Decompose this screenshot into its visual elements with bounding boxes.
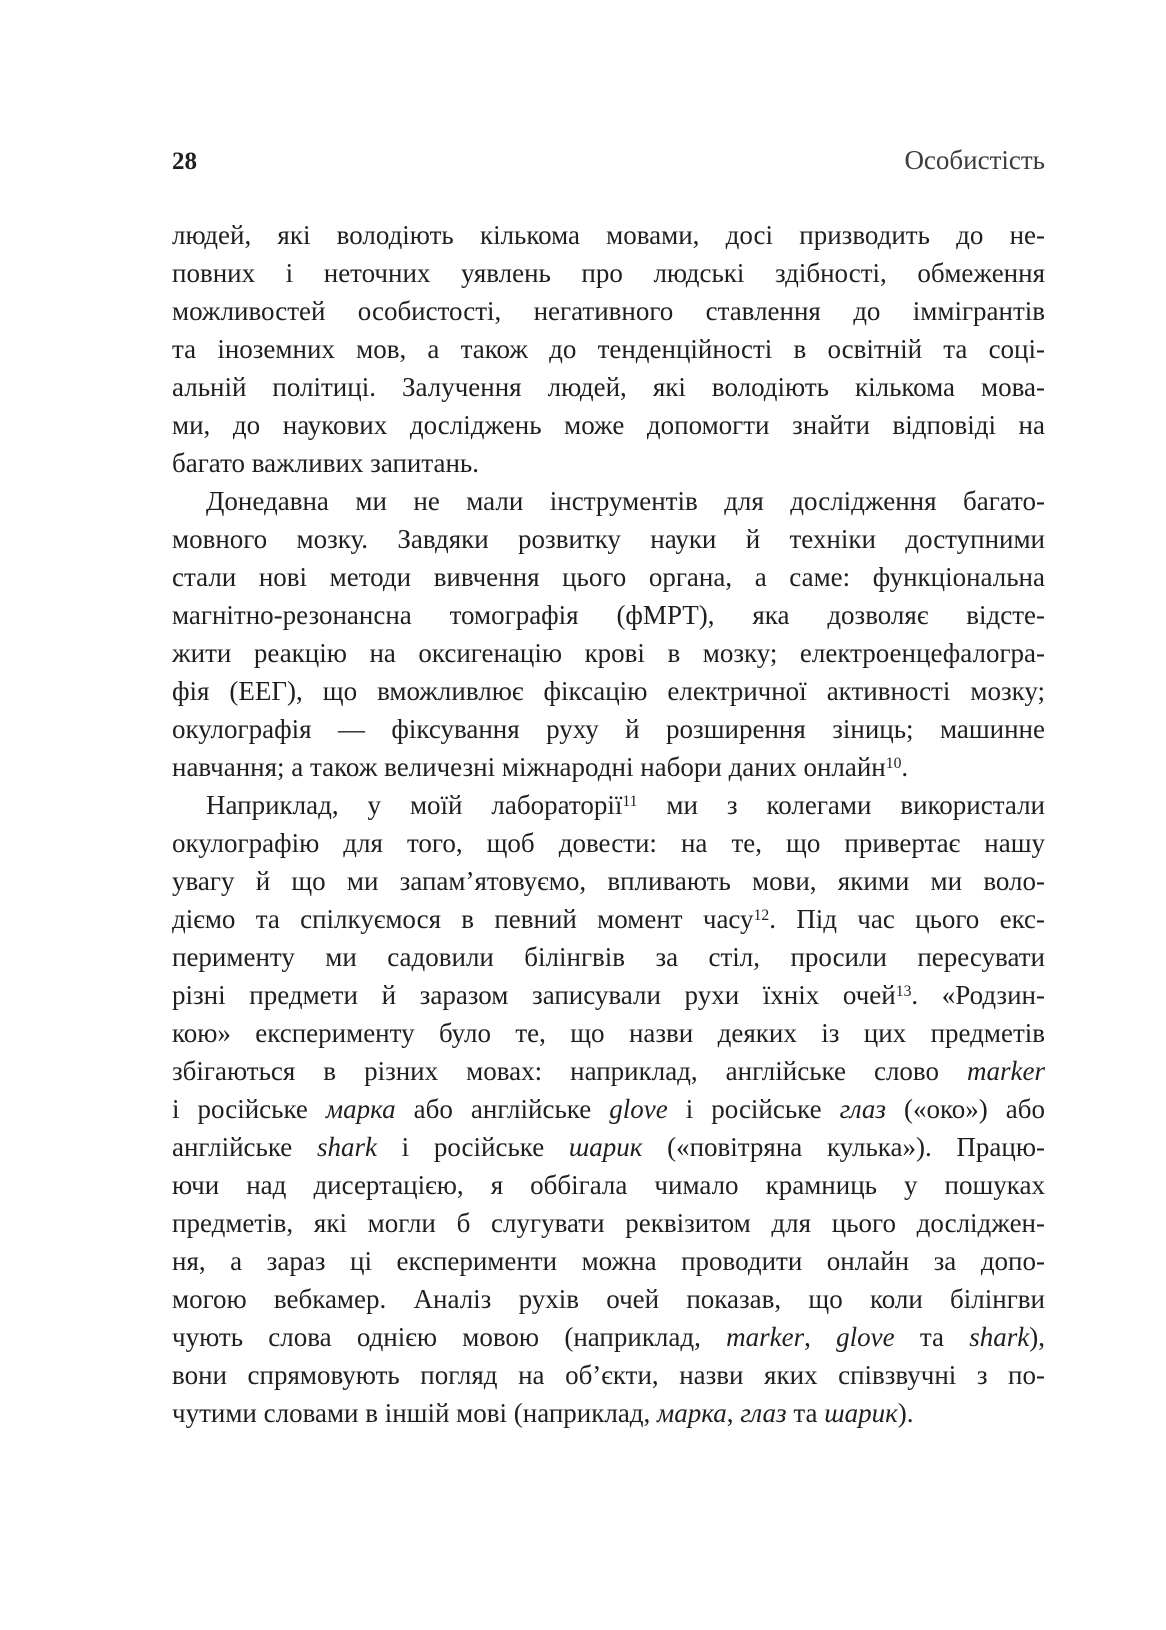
text-segment: окулографію для того, щоб довести: на те, що привертає нашу xyxy=(172,828,1045,858)
text-segment: та іноземних мов, а також до тенденційності в освітній та соці- xyxy=(172,334,1045,364)
text-segment: предметів, які могли б слугувати реквізитом для цього досліджен- xyxy=(172,1208,1045,1238)
text-line xyxy=(172,1014,1045,1052)
text-segment: і російське xyxy=(172,1094,326,1124)
text-line xyxy=(172,482,1045,520)
text-segment: діємо та спілкуємося в певний момент часу xyxy=(172,904,754,934)
text-line xyxy=(172,1242,1045,1280)
text-line xyxy=(172,368,1045,406)
text-segment: ня, а зараз ці експерименти можна проводити онлайн за допо- xyxy=(172,1246,1045,1276)
text-line xyxy=(172,824,1045,862)
text-segment: і російське xyxy=(376,1132,569,1162)
page-number: 28 xyxy=(172,148,197,175)
text-segment: кою» експерименту було те, що назви деяких із цих предметів xyxy=(172,1018,1045,1048)
text-segment: альній політиці. Залучення людей, які володіють кількома мова- xyxy=(172,372,1045,402)
emphasized-word: glove xyxy=(609,1094,668,1124)
text-line xyxy=(172,938,1045,976)
text-segment: та xyxy=(786,1398,825,1428)
emphasized-word: shark xyxy=(316,1132,377,1162)
emphasized-word: shark xyxy=(969,1322,1030,1352)
emphasized-word: glove xyxy=(836,1322,895,1352)
text-line xyxy=(172,672,1045,710)
text-segment: . xyxy=(901,752,909,782)
text-line xyxy=(172,520,1045,558)
text-segment: увагу й що ми запам’ятовуємо, впливають мови, якими ми воло- xyxy=(172,866,1045,896)
text-line xyxy=(172,406,1045,444)
text-line xyxy=(172,1128,1045,1166)
text-line xyxy=(172,558,1045,596)
text-segment: чують слова однією мовою (наприклад, xyxy=(172,1322,727,1352)
text-segment: чутими словами в іншій мові (наприклад, xyxy=(172,1398,658,1428)
text-segment: навчання; а також величезні міжнародні набори даних онлайн xyxy=(172,752,886,782)
text-segment: Наприклад, у моїй лабораторії xyxy=(206,790,623,820)
emphasized-word: глаз xyxy=(839,1094,886,1124)
text-line xyxy=(172,710,1045,748)
emphasized-word: marker xyxy=(967,1056,1045,1086)
text-segment: ючи над дисертацією, я оббігала чимало крамниць у пошуках xyxy=(172,1170,1045,1200)
text-line xyxy=(172,976,1045,1014)
text-segment: стали нові методи вивчення цього органа, а саме: функціональна xyxy=(172,562,1045,592)
text-segment: повних і неточних уявлень про людські здібності, обмеження xyxy=(172,258,1045,288)
emphasized-word: марка xyxy=(325,1094,396,1124)
text-line xyxy=(172,1356,1045,1394)
text-segment: окулографія — фіксування руху й розширення зіниць; машинне xyxy=(172,714,1045,744)
text-line xyxy=(172,1166,1045,1204)
text-line xyxy=(172,862,1045,900)
text-line xyxy=(172,1394,1045,1432)
text-line xyxy=(172,596,1045,634)
text-segment: . «Родзин- xyxy=(911,980,1045,1010)
text-segment: вони спрямовують погляд на об’єкти, назви яких співзвучні з по- xyxy=(172,1360,1045,1390)
text-line xyxy=(172,1280,1045,1318)
text-line xyxy=(172,1204,1045,1242)
footnote-reference: 13 xyxy=(895,983,912,1001)
text-segment: ), xyxy=(1029,1322,1045,1352)
text-line xyxy=(172,900,1045,938)
text-segment: . Під час цього екс- xyxy=(769,904,1045,934)
text-segment: магнітно-резонансна томографія (фМРТ), яка дозволяє відсте- xyxy=(172,600,1045,630)
text-line xyxy=(172,1052,1045,1090)
text-line xyxy=(172,292,1045,330)
text-segment: («повітряна кулька»). Працю- xyxy=(642,1132,1045,1162)
footnote-reference: 11 xyxy=(622,793,638,811)
text-line xyxy=(172,216,1045,254)
text-segment: могою вебкамер. Аналіз рухів очей показав, що коли білінгви xyxy=(172,1284,1045,1314)
text-segment: , xyxy=(726,1398,741,1428)
text-line xyxy=(172,1090,1045,1128)
emphasized-word: марка xyxy=(657,1398,727,1428)
text-line xyxy=(172,254,1045,292)
text-segment: багато важливих запитань. xyxy=(172,448,479,478)
text-segment: («око») або xyxy=(885,1094,1045,1124)
text-segment: та xyxy=(894,1322,970,1352)
emphasized-word: шарик xyxy=(824,1398,898,1428)
running-header xyxy=(172,147,1045,174)
text-segment: ми, до наукових досліджень може допомогти знайти відповіді на xyxy=(172,410,1045,440)
running-title: Особистість xyxy=(904,145,1045,175)
emphasized-word: marker xyxy=(726,1322,805,1352)
text-segment: мовного мозку. Завдяки розвитку науки й техніки доступними xyxy=(172,524,1045,554)
text-line xyxy=(172,330,1045,368)
text-segment: збігаються в різних мовах: наприклад, англійське слово xyxy=(172,1056,968,1086)
text-line xyxy=(172,1318,1045,1356)
text-line xyxy=(172,748,1045,786)
text-segment: або англійське xyxy=(395,1094,610,1124)
body-text xyxy=(172,216,1045,1432)
emphasized-word: глаз xyxy=(740,1398,787,1428)
footnote-reference: 12 xyxy=(753,907,770,925)
text-segment: Донедавна ми не мали інструментів для дослідження багато- xyxy=(206,486,1045,516)
emphasized-word: шарик xyxy=(568,1132,643,1162)
text-segment: жити реакцію на оксигенацію крові в мозку; електроенцефалогра- xyxy=(172,638,1045,668)
text-segment: різні предмети й заразом записували рухи їхніх очей xyxy=(172,980,896,1010)
text-segment: , xyxy=(804,1322,837,1352)
text-segment: ). xyxy=(897,1398,914,1428)
text-line xyxy=(172,444,1045,482)
text-line xyxy=(172,786,1045,824)
text-segment: англійське xyxy=(172,1132,317,1162)
text-segment: перименту ми садовили білінгвів за стіл, просили пересувати xyxy=(172,942,1045,972)
footnote-reference: 10 xyxy=(885,755,902,773)
text-segment: людей, які володіють кількома мовами, досі призводить до не- xyxy=(172,220,1045,250)
text-segment: можливостей особистості, негативного ставлення до іммігрантів xyxy=(172,296,1045,326)
text-segment: і російське xyxy=(667,1094,840,1124)
text-line xyxy=(172,634,1045,672)
text-segment: ми з колегами використали xyxy=(637,790,1045,820)
text-segment: фія (ЕЕГ), що вможливлює фіксацію електричної активності мозку; xyxy=(172,676,1045,706)
